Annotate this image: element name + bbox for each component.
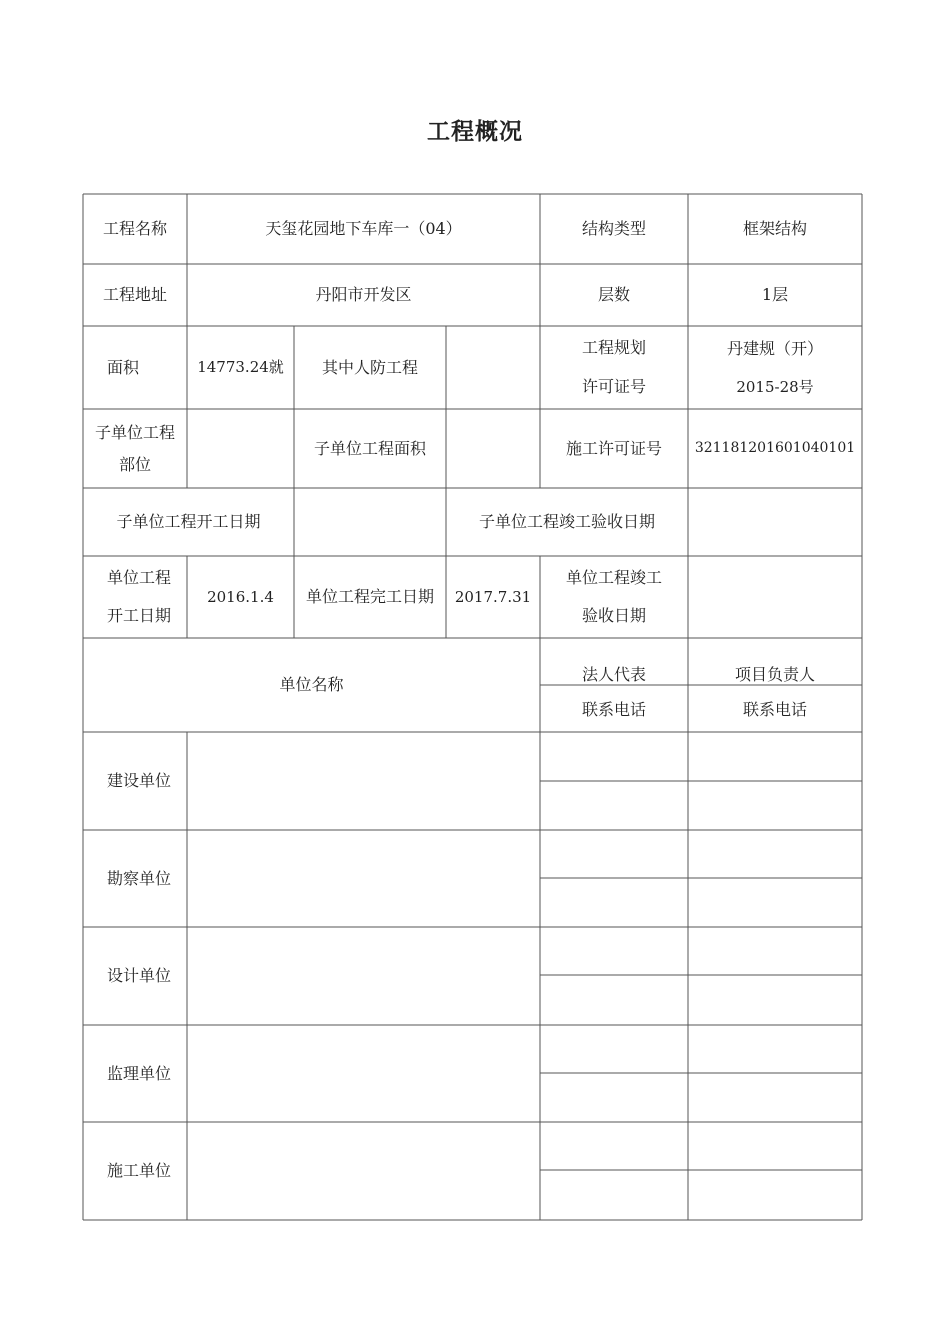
project-address-label: 工程地址	[102, 285, 167, 304]
planning-permit-label	[540, 326, 688, 409]
party-construction-owner: 建设单位	[106, 771, 171, 790]
unit-start-date-label	[83, 556, 195, 638]
party-survey: 勘察单位	[106, 868, 171, 888]
construction-permit-label: 施工许可证号	[565, 438, 662, 458]
planning-permit-value-line2: 2015-28号	[736, 377, 814, 396]
floors-label: 层数	[597, 285, 630, 304]
structure-type-value: 框架结构	[742, 219, 807, 238]
project-name-label: 工程名称	[102, 219, 167, 238]
party-supervision: 监理单位	[106, 1063, 171, 1083]
unit-name-header: 单位名称	[279, 675, 344, 694]
civil-defense-label: 其中人防工程	[321, 357, 418, 377]
unit-acceptance-date-label	[540, 556, 688, 638]
unit-completion-date-label: 单位工程完工日期	[305, 587, 434, 606]
page-title: 工程概况	[427, 119, 523, 145]
sub-start-date-label: 子单位工程开工日期	[116, 512, 261, 531]
project-manager-header: 项目负责人	[734, 665, 815, 684]
sub-area-label: 子单位工程面积	[313, 438, 426, 458]
planning-permit-value	[688, 326, 862, 409]
planning-permit-label-line1: 工程规划	[581, 338, 646, 358]
area-label: 面积	[106, 357, 139, 377]
sub-part-label-line2: 部位	[118, 454, 151, 474]
floors-value: 1层	[761, 285, 789, 304]
party-contractor: 施工单位	[106, 1161, 171, 1180]
structure-type-label: 结构类型	[581, 219, 646, 238]
sub-part-label-line1: 子单位工程	[94, 422, 175, 442]
unit-acceptance-date-label-line1: 单位工程竣工	[565, 567, 662, 587]
party-design: 设计单位	[106, 966, 171, 985]
unit-acceptance-date-label-line2: 验收日期	[581, 606, 646, 625]
planning-permit-value-line1: 丹建规（开）	[726, 339, 823, 359]
project-address-value: 丹阳市开发区	[315, 285, 412, 304]
planning-permit-label-line2: 许可证号	[581, 376, 646, 396]
construction-permit-value: 321181201601040101	[694, 440, 856, 456]
sub-part-label	[83, 409, 187, 488]
legal-rep-header: 法人代表	[581, 665, 646, 684]
unit-completion-date-value: 2017.7.31	[454, 587, 532, 606]
project-name-value: 天玺花园地下车库一（04）	[265, 219, 462, 238]
sub-acceptance-date-label: 子单位工程竣工验收日期	[478, 512, 655, 531]
unit-start-date-label-line1: 单位工程	[106, 567, 171, 587]
project-manager-phone-header: 联系电话	[742, 700, 807, 719]
unit-start-date-label-line2: 开工日期	[106, 606, 171, 625]
area-value: 14773.24就	[197, 358, 284, 377]
legal-rep-phone-header: 联系电话	[581, 700, 646, 719]
unit-start-date-value: 2016.1.4	[207, 587, 274, 606]
